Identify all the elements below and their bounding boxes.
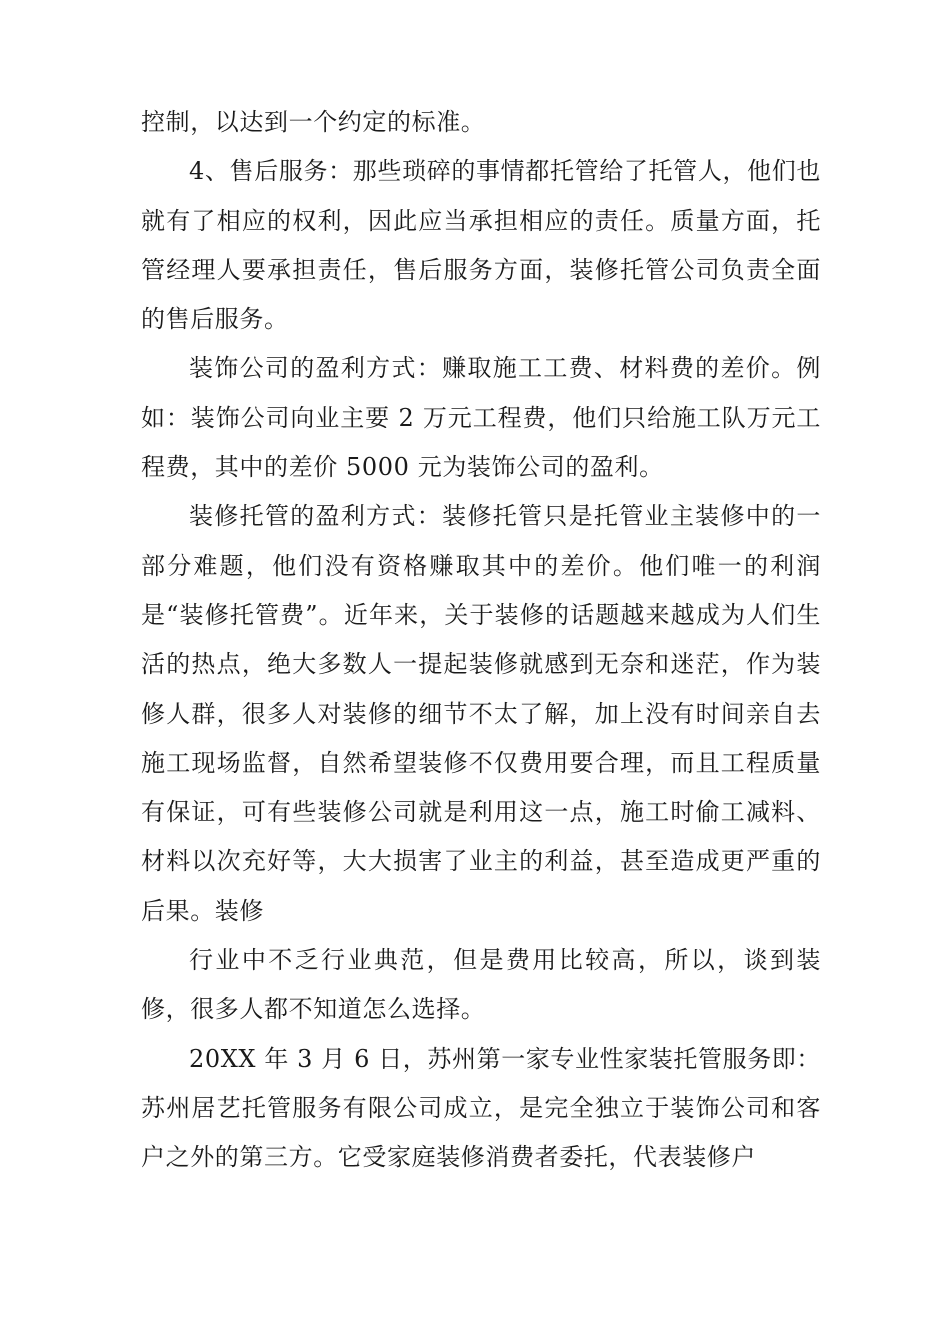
paragraph-industry: 行业中不乏行业典范，但是费用比较高，所以，谈到装修，很多人都不知道怎么选择。 [141, 946, 821, 1024]
paragraph-suzhou-company: 20XX 年 3 月 6 日，苏州第一家专业性家装托管服务即：苏州居艺托管服务有限公司成立，是完全独立于装饰公司和客户之外的第三方。它受家庭装修消费者委托，代表装修户 [141, 1044, 821, 1172]
paragraph-custody-profit: 装修托管的盈利方式：装修托管只是托管业主装修中的一部分难题，他们没有资格赚取其中的差价。他们唯一的利润是“装修托管费”。近年来，关于装修的话题越来越成为人们生活的热点，绝大多数人一提起装修就感到无奈和迷茫，作为装修人群，很多人对装修的细节不太了解，加上没有时间亲自去施工现场监督，自然希望装修不仅费用要合理，而且工程质量有保证，可有些装修公司就是利用这一点，施工时偷工减料、材料以次充好等，大大损害了业主的利益，甚至造成更严重的后果。装修 [141, 502, 821, 925]
document-body [141, 98, 821, 1183]
paragraph-decoration-company-profit: 装饰公司的盈利方式：赚取施工工费、材料费的差价。例如：装饰公司向业主要 2 万元工程费，他们只给施工队万元工程费，其中的差价 5000 元为装饰公司的盈利。 [141, 354, 821, 482]
paragraph-continuation: 控制，以达到一个约定的标准。 [141, 108, 486, 136]
paragraph-after-sales: 4、售后服务：那些琐碎的事情都托管给了托管人，他们也就有了相应的权利，因此应当承担相应的责任。质量方面，托管经理人要承担责任，售后服务方面，装修托管公司负责全面的售后服务。 [141, 157, 821, 334]
